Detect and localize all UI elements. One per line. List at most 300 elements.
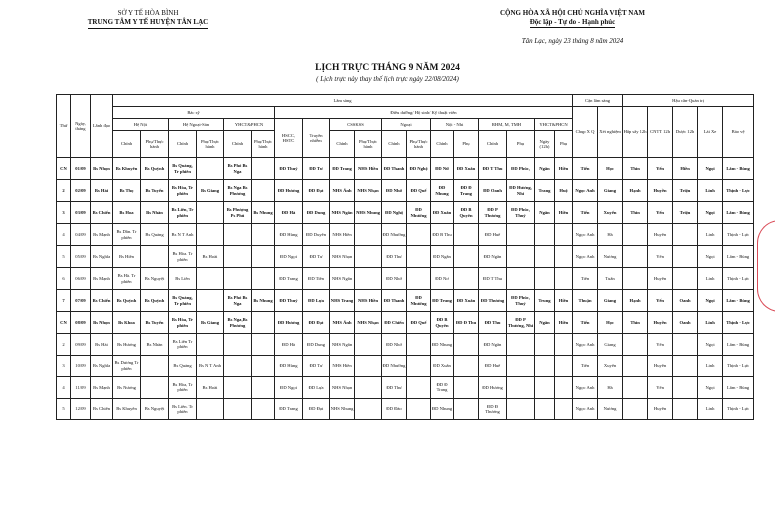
table-cell: Bs Mạnh bbox=[91, 377, 113, 399]
page-subtitle: ( Lịch trực này thay thế lịch trực ngày 22/08/2024) bbox=[316, 75, 459, 83]
table-cell: ĐD Phúc, bbox=[507, 158, 535, 180]
table-cell: ĐD Ngân bbox=[431, 246, 454, 268]
table-cell: ĐD Trang bbox=[275, 398, 303, 420]
table-cell: Tiến bbox=[573, 202, 598, 224]
table-cell: Tiến bbox=[573, 312, 598, 334]
table-cell: ĐD Dung bbox=[303, 202, 330, 224]
table-cell bbox=[535, 334, 555, 356]
table-cell: Linh bbox=[698, 355, 723, 377]
table-cell: Hạnh bbox=[623, 180, 648, 202]
table-cell: ĐD Đạt bbox=[303, 180, 330, 202]
org-name: TRUNG TÂM Y TẾ HUYỆN TÂN LẠC bbox=[88, 18, 208, 29]
table-cell: Ngọc Anh bbox=[573, 377, 598, 399]
table-cell bbox=[555, 355, 573, 377]
table-cell: NHS Nhung bbox=[355, 202, 382, 224]
table-cell: ĐD Đạt bbox=[303, 312, 330, 334]
sub-phu-thuc-hanh: Phụ/Thực hành bbox=[141, 131, 169, 158]
table-cell: 5 bbox=[57, 246, 71, 268]
table-cell bbox=[535, 377, 555, 399]
table-cell bbox=[673, 246, 698, 268]
table-cell: ĐD Hà bbox=[275, 202, 303, 224]
table-cell: ĐD Hương bbox=[479, 377, 507, 399]
table-cell: NHS Hiền bbox=[330, 355, 355, 377]
table-cell: ĐD Nhớ bbox=[382, 334, 407, 356]
table-cell: ĐD Nhung bbox=[431, 398, 454, 420]
table-cell: Linh bbox=[698, 398, 723, 420]
col-thu: Thứ bbox=[57, 95, 71, 158]
group-yhct: YHCT&PHCN bbox=[224, 119, 275, 131]
group-csskss: CSSKSS bbox=[330, 119, 382, 131]
table-cell: Linh bbox=[698, 268, 723, 290]
table-cell bbox=[507, 334, 535, 356]
table-row bbox=[57, 355, 754, 377]
table-cell: Bs Nguyệt bbox=[141, 398, 169, 420]
table-cell: NHS Ánh bbox=[330, 312, 355, 334]
table-cell: ĐD Thuý bbox=[275, 290, 303, 312]
table-cell: ĐD Huế bbox=[479, 224, 507, 246]
table-header bbox=[57, 95, 754, 158]
group-bac-si: Bác sỹ bbox=[113, 107, 275, 119]
table-cell bbox=[555, 334, 573, 356]
table-cell: Thịnh - Lực bbox=[723, 180, 754, 202]
sub-chinh: Chính bbox=[479, 131, 507, 158]
table-cell: Bs Hoài bbox=[197, 246, 224, 268]
table-cell: Huyền bbox=[648, 312, 673, 334]
table-cell: 7 bbox=[57, 290, 71, 312]
table-cell bbox=[252, 224, 275, 246]
table-cell: Bs Quảng, Tr phiên bbox=[169, 290, 197, 312]
table-cell: ĐD B Thu bbox=[431, 224, 454, 246]
table-cell bbox=[252, 355, 275, 377]
table-cell: Bs Nghĩa bbox=[91, 355, 113, 377]
sub-chinh: Chính bbox=[113, 131, 141, 158]
table-cell: 3 bbox=[57, 355, 71, 377]
table-cell: Xuyến bbox=[598, 202, 623, 224]
table-cell bbox=[355, 398, 382, 420]
table-cell: 02/09 bbox=[71, 180, 91, 202]
table-cell: Bs Khuyên bbox=[113, 158, 141, 180]
table-cell bbox=[355, 377, 382, 399]
table-cell bbox=[673, 334, 698, 356]
table-cell: Tuấn bbox=[598, 268, 623, 290]
table-cell: ĐD Thanh bbox=[382, 158, 407, 180]
sub-ngay-12h: Ngày (12h) bbox=[535, 131, 555, 158]
table-cell bbox=[141, 377, 169, 399]
table-cell: ĐD Huế bbox=[479, 355, 507, 377]
table-cell: 4 bbox=[57, 377, 71, 399]
table-cell: Bs Dương Tr phiên bbox=[113, 355, 141, 377]
table-cell: Thịnh - Lực bbox=[723, 312, 754, 334]
table-cell: ĐD Lựa bbox=[303, 290, 330, 312]
table-cell: ĐD Xuân bbox=[454, 290, 479, 312]
table-cell: Yến bbox=[648, 158, 673, 180]
table-cell bbox=[454, 268, 479, 290]
table-cell: 04/09 bbox=[71, 224, 91, 246]
table-cell bbox=[673, 377, 698, 399]
table-cell bbox=[507, 268, 535, 290]
table-cell: Hạnh bbox=[623, 290, 648, 312]
table-cell: ĐD Tiền bbox=[303, 268, 330, 290]
table-cell bbox=[197, 334, 224, 356]
table-row bbox=[57, 246, 754, 268]
table-cell: ĐD B Quyên bbox=[454, 202, 479, 224]
table-cell: ĐD Nhường bbox=[382, 224, 407, 246]
table-cell: Huệ bbox=[555, 180, 573, 202]
table-cell: Ngọc Anh bbox=[573, 334, 598, 356]
sub-chinh: Chính bbox=[330, 131, 355, 158]
table-cell: ĐD T Thu bbox=[479, 268, 507, 290]
table-cell: NHS Hiền bbox=[330, 224, 355, 246]
table-cell: Bs Hương bbox=[113, 334, 141, 356]
table-cell: ĐD Duyên bbox=[303, 224, 330, 246]
table-cell: 5 bbox=[57, 398, 71, 420]
group-hau-can: Hậu cần-Quản trị bbox=[623, 95, 754, 107]
group-noi-nhi: Nội - Nhi bbox=[431, 119, 479, 131]
table-cell: ĐD Thuý bbox=[275, 158, 303, 180]
table-cell: ĐD Đạt bbox=[303, 398, 330, 420]
table-cell bbox=[252, 246, 275, 268]
group-yhct-dd: YHCT&PHCN bbox=[535, 119, 573, 131]
table-cell bbox=[555, 398, 573, 420]
table-cell: Hiền bbox=[555, 158, 573, 180]
table-cell: ĐD Nhung bbox=[431, 334, 454, 356]
table-cell: Bs Hòa, Tr phiên bbox=[169, 312, 197, 334]
col-ngay: Ngày, tháng bbox=[71, 95, 91, 158]
table-cell: ĐD Tư bbox=[303, 355, 330, 377]
table-cell: ĐD P Thương bbox=[479, 202, 507, 224]
table-row bbox=[57, 334, 754, 356]
table-cell: ĐD Nghệ bbox=[382, 202, 407, 224]
table-cell: Thìn bbox=[623, 202, 648, 224]
table-cell: Oanh bbox=[673, 290, 698, 312]
table-cell bbox=[535, 246, 555, 268]
table-cell: Thịnh - Lực bbox=[723, 355, 754, 377]
table-cell bbox=[454, 355, 479, 377]
table-cell: Hiền bbox=[555, 202, 573, 224]
table-cell bbox=[623, 334, 648, 356]
table-cell: 6 bbox=[57, 268, 71, 290]
table-cell: NHS Nhung bbox=[330, 398, 355, 420]
table-cell: Bs Liên. Tr phiên bbox=[169, 398, 197, 420]
table-cell: Giang bbox=[598, 290, 623, 312]
sub-phu-thuc-hanh: Phụ/Thực hành bbox=[197, 131, 224, 158]
group-he-ngoai-san: Hệ Ngoại-Sản bbox=[169, 119, 224, 131]
table-cell: 07/09 bbox=[71, 290, 91, 312]
group-dieu-duong: Điều dưỡng/ Hộ sinh/ Kỹ thuật viên bbox=[275, 107, 573, 119]
table-cell: Lâm - Bùng bbox=[723, 246, 754, 268]
table-cell: ĐD Nhường bbox=[382, 355, 407, 377]
col-lanh-dao: Lãnh đạo bbox=[91, 95, 113, 158]
table-cell: Lâm - Bùng bbox=[723, 158, 754, 180]
table-row bbox=[57, 180, 754, 202]
table-cell bbox=[623, 268, 648, 290]
table-cell: ĐD Nơ bbox=[431, 268, 454, 290]
table-cell: ĐD Hương bbox=[275, 180, 303, 202]
table-cell: Bs Mạnh bbox=[91, 224, 113, 246]
table-row bbox=[57, 398, 754, 420]
table-cell bbox=[535, 355, 555, 377]
table-cell bbox=[355, 246, 382, 268]
table-cell: Huyền bbox=[648, 398, 673, 420]
table-cell bbox=[224, 377, 252, 399]
table-cell: ĐD Nhường bbox=[407, 290, 431, 312]
table-cell: Bs Nguyệt bbox=[141, 268, 169, 290]
table-cell: Ngọi bbox=[698, 202, 723, 224]
table-cell: ĐD Đ Trang bbox=[431, 377, 454, 399]
col-bao-ve: Bảo vệ bbox=[723, 107, 754, 158]
table-cell: Tiến bbox=[573, 355, 598, 377]
table-cell: Oanh bbox=[673, 312, 698, 334]
table-cell: Xuyến bbox=[598, 355, 623, 377]
table-cell: Thìn bbox=[623, 312, 648, 334]
table-cell bbox=[507, 355, 535, 377]
table-cell bbox=[252, 312, 275, 334]
table-cell: NHS Hiền bbox=[355, 290, 382, 312]
table-cell bbox=[454, 246, 479, 268]
table-cell bbox=[355, 355, 382, 377]
table-cell bbox=[454, 377, 479, 399]
table-cell: Bs Quảng, Tr phiên bbox=[169, 158, 197, 180]
table-cell: ĐD Thư bbox=[382, 246, 407, 268]
table-cell: Bs Phượng Ps Phú bbox=[224, 202, 252, 224]
motto: Độc lập - Tự do - Hạnh phúc bbox=[529, 18, 616, 26]
table-cell: Bs Hòa, Tr phiên bbox=[169, 377, 197, 399]
table-cell: ĐD Nhớ bbox=[382, 180, 407, 202]
table-cell bbox=[224, 268, 252, 290]
table-cell: Yến bbox=[648, 334, 673, 356]
table-cell: Ngọc Anh bbox=[573, 224, 598, 246]
table-cell bbox=[252, 398, 275, 420]
table-cell bbox=[535, 398, 555, 420]
sub-chinh: Chính bbox=[382, 131, 407, 158]
table-cell: Bs Thọ bbox=[113, 180, 141, 202]
table-cell: Giang bbox=[598, 180, 623, 202]
table-cell: Bs Quỳnh bbox=[113, 290, 141, 312]
table-cell: Ngọi bbox=[698, 246, 723, 268]
table-cell: Hiền bbox=[555, 290, 573, 312]
table-cell: ĐD Đào bbox=[382, 398, 407, 420]
table-cell bbox=[673, 355, 698, 377]
table-cell: ĐD Nhung bbox=[431, 180, 454, 202]
table-cell bbox=[673, 224, 698, 246]
table-cell: 12/09 bbox=[71, 398, 91, 420]
table-cell: Ngọi bbox=[698, 158, 723, 180]
table-cell bbox=[252, 268, 275, 290]
table-cell: Bs Hải bbox=[91, 334, 113, 356]
table-cell: 06/09 bbox=[71, 268, 91, 290]
table-cell: Bs Hòa, Tr phiên bbox=[169, 180, 197, 202]
table-cell: ĐD Thanh bbox=[382, 290, 407, 312]
table-cell bbox=[252, 334, 275, 356]
table-cell bbox=[224, 398, 252, 420]
table-cell: Bs Liên bbox=[169, 268, 197, 290]
table-cell: NHS Nhạn bbox=[355, 180, 382, 202]
table-cell: ĐD Oanh bbox=[479, 180, 507, 202]
table-cell: Ngọi bbox=[698, 290, 723, 312]
table-cell: Ngọi bbox=[698, 377, 723, 399]
sub-chinh: Chính bbox=[169, 131, 197, 158]
table-cell: ĐD Chiến bbox=[382, 312, 407, 334]
table-cell: Linh bbox=[698, 312, 723, 334]
table-cell: ĐD T Thu bbox=[479, 158, 507, 180]
table-cell: 05/09 bbox=[71, 246, 91, 268]
table-cell bbox=[407, 246, 431, 268]
table-cell: Bs Nga Bs Phương bbox=[224, 180, 252, 202]
table-cell: NHS Ánh bbox=[330, 180, 355, 202]
table-cell: Bs Liên Tr phiên bbox=[169, 334, 197, 356]
table-cell bbox=[197, 224, 224, 246]
table-cell: Bs Quỳnh bbox=[141, 290, 169, 312]
table-cell bbox=[252, 377, 275, 399]
table-cell: Bs Phó Bs Nga bbox=[224, 290, 252, 312]
table-cell: ĐD Ngân bbox=[479, 334, 507, 356]
col-truyen-nhiem: Truyền nhiễm bbox=[303, 119, 330, 158]
table-cell: Tiến bbox=[573, 158, 598, 180]
table-cell: Huyền bbox=[648, 268, 673, 290]
red-stamp-edge bbox=[757, 220, 775, 312]
table-cell: Triệu bbox=[673, 180, 698, 202]
sub-phu-thuc-hanh: Phụ/Thực hành bbox=[355, 131, 382, 158]
sub-chinh: Chính bbox=[224, 131, 252, 158]
table-cell bbox=[224, 246, 252, 268]
table-cell: Bs Hoài bbox=[197, 377, 224, 399]
col-hscc: HSCC, HSTC bbox=[275, 119, 303, 158]
table-cell: Bs Mạnh bbox=[91, 268, 113, 290]
table-cell: 10/09 bbox=[71, 355, 91, 377]
table-cell bbox=[224, 224, 252, 246]
group-he-noi: Hệ Nội bbox=[113, 119, 169, 131]
table-cell: ĐD Phúc, Thuý bbox=[507, 290, 535, 312]
table-cell bbox=[673, 268, 698, 290]
table-cell: ĐD Lựa bbox=[303, 377, 330, 399]
table-cell: Bs Giang bbox=[197, 180, 224, 202]
table-cell: Linh bbox=[698, 224, 723, 246]
table-cell: Học bbox=[598, 158, 623, 180]
table-cell bbox=[407, 268, 431, 290]
table-cell: Lâm - Bùng bbox=[723, 202, 754, 224]
table-cell: 2 bbox=[57, 180, 71, 202]
table-body bbox=[57, 158, 754, 420]
table-cell: ĐD Đ Thu bbox=[454, 312, 479, 334]
table-cell: Bs Dần. Tr phiên bbox=[113, 224, 141, 246]
table-cell: Ngọi bbox=[698, 334, 723, 356]
table-cell: ĐD P Thương, Nhi bbox=[507, 312, 535, 334]
table-cell: Hà bbox=[598, 377, 623, 399]
table-row bbox=[57, 224, 754, 246]
table-cell bbox=[555, 377, 573, 399]
table-cell: CN bbox=[57, 312, 71, 334]
table-cell bbox=[555, 268, 573, 290]
table-cell bbox=[355, 334, 382, 356]
table-cell: Bs Phó Bs Nga bbox=[224, 158, 252, 180]
sub-phu: Phụ bbox=[507, 131, 535, 158]
table-cell bbox=[252, 158, 275, 180]
table-cell: ĐD Hương bbox=[275, 312, 303, 334]
table-cell: 09/09 bbox=[71, 334, 91, 356]
table-cell bbox=[197, 202, 224, 224]
table-cell: ĐD Quế bbox=[407, 180, 431, 202]
table-row bbox=[57, 312, 754, 334]
table-cell: ĐD B Quyên bbox=[431, 312, 454, 334]
table-cell: Bs Liên, Tr phiên bbox=[169, 202, 197, 224]
table-cell: 4 bbox=[57, 224, 71, 246]
table-cell: NHS Nhạn bbox=[330, 377, 355, 399]
table-cell: ĐD Ngọi bbox=[275, 246, 303, 268]
table-cell bbox=[141, 355, 169, 377]
table-cell: ĐD Đ Thương bbox=[479, 398, 507, 420]
table-cell: Ngọc Anh bbox=[573, 398, 598, 420]
table-cell: Bs Nhung bbox=[252, 202, 275, 224]
table-cell: ĐD Hương, Nhi bbox=[507, 180, 535, 202]
table-cell: Thuận bbox=[573, 290, 598, 312]
table-cell: Bs Nhàn bbox=[141, 202, 169, 224]
group-lam-sang: Lâm sàng bbox=[113, 95, 573, 107]
table-cell bbox=[407, 355, 431, 377]
table-cell: Bs Quảng bbox=[169, 355, 197, 377]
table-cell: ĐD Xuân bbox=[431, 202, 454, 224]
table-cell: NHS Nhạn bbox=[355, 312, 382, 334]
table-cell: ĐD Ngân bbox=[479, 246, 507, 268]
table-cell bbox=[623, 246, 648, 268]
table-cell: CN bbox=[57, 158, 71, 180]
table-cell: Yến bbox=[648, 290, 673, 312]
table-cell: 08/09 bbox=[71, 312, 91, 334]
table-cell: Bs Tuyến bbox=[141, 312, 169, 334]
table-cell bbox=[407, 334, 431, 356]
table-cell bbox=[623, 355, 648, 377]
table-cell: ĐD Trung bbox=[431, 290, 454, 312]
table-cell: Huyền bbox=[648, 180, 673, 202]
table-cell: Yến bbox=[648, 377, 673, 399]
table-cell: Thịnh - Lực bbox=[723, 268, 754, 290]
table-cell: ĐD Quế bbox=[407, 312, 431, 334]
table-cell bbox=[197, 398, 224, 420]
table-cell: ĐD Xuân bbox=[454, 158, 479, 180]
table-cell: NHS Ngân bbox=[330, 202, 355, 224]
table-cell bbox=[507, 377, 535, 399]
sub-phu-thuc-hanh: Phụ/Thực hành bbox=[252, 131, 275, 158]
table-cell: ĐD Trang bbox=[330, 158, 355, 180]
table-cell bbox=[535, 268, 555, 290]
table-cell: Tiến bbox=[573, 268, 598, 290]
col-chup-xq: Chụp X Q bbox=[573, 107, 598, 158]
table-row bbox=[57, 377, 754, 399]
table-cell: Bs Hà. Tr phiên bbox=[113, 268, 141, 290]
table-cell: Bs N T Anh bbox=[169, 224, 197, 246]
table-cell bbox=[673, 398, 698, 420]
table-cell: ĐD Ngọi bbox=[275, 377, 303, 399]
table-cell: Bs Nhọn bbox=[91, 312, 113, 334]
table-cell: Thịnh - Lực bbox=[723, 398, 754, 420]
table-cell: Bs Hoa bbox=[113, 202, 141, 224]
table-cell: ĐD Dung bbox=[303, 334, 330, 356]
table-cell bbox=[252, 180, 275, 202]
table-cell: Bs Khuyên bbox=[113, 398, 141, 420]
table-cell: Hiền bbox=[555, 312, 573, 334]
table-cell bbox=[623, 224, 648, 246]
table-cell: Nương bbox=[598, 246, 623, 268]
table-row bbox=[57, 158, 754, 180]
table-cell bbox=[555, 246, 573, 268]
table-cell: ĐD Nghệ bbox=[407, 158, 431, 180]
table-cell bbox=[224, 334, 252, 356]
table-cell: Bs Quảng bbox=[141, 224, 169, 246]
table-cell bbox=[355, 224, 382, 246]
table-cell: ĐD Tư bbox=[303, 246, 330, 268]
table-cell: Bs N T Anh bbox=[197, 355, 224, 377]
national-header bbox=[470, 9, 675, 46]
issue-date: Tân Lạc, ngày 23 tháng 8 năm 2024 bbox=[521, 37, 624, 45]
